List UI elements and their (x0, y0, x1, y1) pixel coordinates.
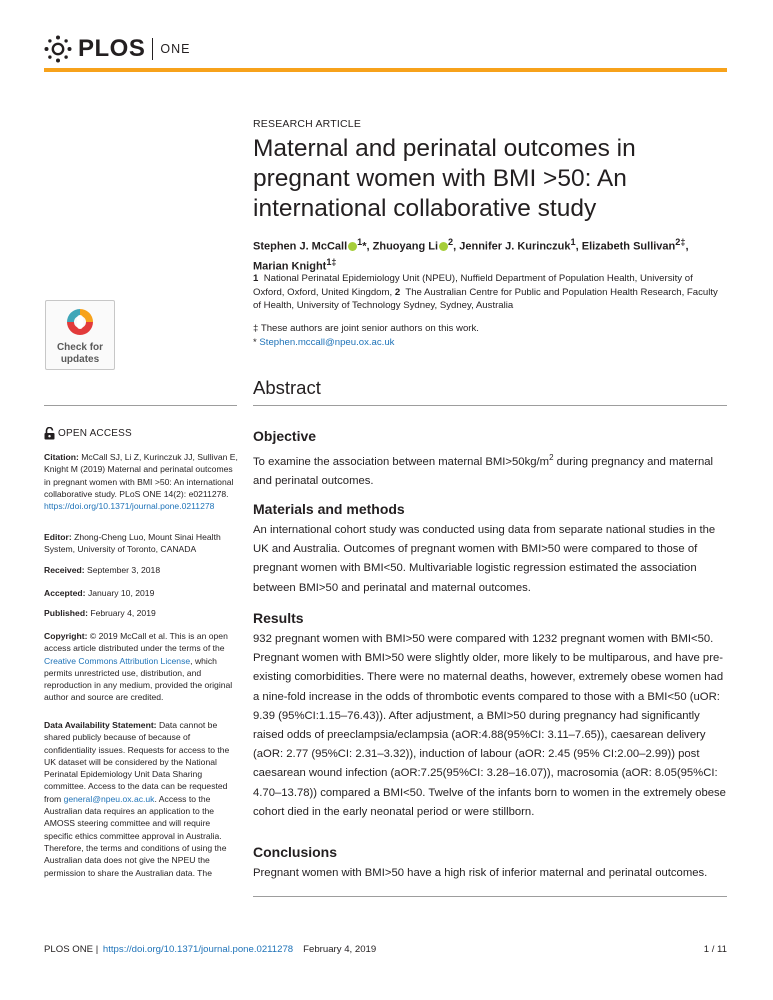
corresponding-author (253, 336, 723, 350)
accepted-date: Accepted: January 10, 2019 (44, 588, 155, 598)
author-separator: , (685, 240, 689, 253)
article-type: RESEARCH ARTICLE (253, 118, 362, 130)
data-request-email-link[interactable]: general@npeu.ox.ac.uk (63, 793, 155, 804)
check-for-updates-button[interactable] (45, 300, 115, 370)
author-name[interactable]: Marian Knight (253, 260, 327, 273)
abstract-end-divider (253, 896, 727, 897)
author-name[interactable]: Elizabeth Sullivan (581, 240, 676, 253)
open-access-label: OPEN ACCESS (44, 427, 132, 440)
abstract-heading: Abstract (253, 377, 321, 398)
author-name[interactable]: Jennifer J. Kurinczuk (459, 240, 571, 253)
affiliation-text: The Australian Centre for Public and Population Health Research, Faculty of Health, University of Technology Sydney, Sydney, Australia (253, 286, 718, 311)
corresponding-mark: * (253, 336, 260, 348)
author-list (253, 235, 723, 275)
logo-divider (152, 38, 153, 60)
footer-doi-link[interactable]: https://doi.org/10.1371/journal.pone.0211278 (102, 944, 294, 955)
abstract-divider (253, 405, 727, 406)
objective-text: To examine the association between maternal $BMI>50kg/m^2$ during pregnancy and maternal and perinatal outcomes. (253, 453, 714, 487)
author-separator: *, (362, 240, 373, 253)
methods-heading: Materials and methods (253, 501, 405, 517)
citation-block: Citation: McCall SJ, Li Z, Kurinczuk JJ, Sullivan E, Knight M (2019) Maternal and perinatal outcomes in pregnant women with BMI >50: An international collaborative study. PLoS ONE 14(2): e0211278. https://doi.org/10.1371/journal.pone.0211278 (44, 452, 238, 512)
author-affiliation-mark: 1‡ (326, 257, 337, 268)
orcid-icon[interactable] (348, 242, 357, 251)
received-date: Received: September 3, 2018 (44, 565, 161, 575)
citation-doi-link[interactable]: https://doi.org/10.1371/journal.pone.0211278 (44, 501, 215, 512)
conclusions-heading: Conclusions (253, 844, 338, 860)
header-accent-rule (44, 68, 727, 72)
copyright-block: Copyright: © 2019 McCall et al. This is an open access article distributed under the terms of the Creative Commons Attribution License, which permits unrestricted use, distribution, and reproduction in any medium, provided the original author and source are credited. (44, 631, 233, 703)
author-affiliation-mark: 2‡ (675, 237, 686, 247)
author-name[interactable]: Zhuoyang Li (372, 240, 439, 253)
editor-block: Editor: Zhong-Cheng Luo, Mount Sinai Health System, University of Toronto, CANADA (44, 532, 221, 555)
page-number: 1 / 11 (703, 944, 727, 955)
data-availability-block: Data Availability Statement: Data cannot be shared publicly because of because of confidentiality issues. Requests for access to the UK dataset will be considered by the National Perinatal Epidemiology Unit Data Sharing committee. Access to the data can be requested from general@npeu.ox.ac.uk. Access to the Australian data requires an application to the AMOSS steering committee and will require specific ethics committee approval in Australia. Therefore, the terms and conditions of using the Australian data does not give the NPEU the permission to share the Australian data. The (44, 720, 230, 878)
plos-sunburst-icon (44, 35, 72, 63)
journal-name: ONE (160, 42, 191, 56)
results-text: 932 pregnant women with BMI>50 were compared with 1232 pregnant women with BMI<50. Pregnant women with BMI>50 were slightly older, more likely to be multiparous, and have pre-existing comorbidities. There were no maternal deaths, however, extremely obese women had a nine-fold increase in the odds of thrombotic events compared to those with a BMI<50 (uOR: 9.39 (95%CI:1.15–76.43)). After adjustment, a BMI>50 during pregnancy had significantly raised odds of preeclampsia/eclampsia (aOR:4.88(95%CI: 3.11–7.65)), caesarean delivery (aOR: 2.77 (95%CI: 2.31–3.32)), induction of labour (aOR: 2.45 (95% CI:2.00–2.99)) post caesarean wound infection (aOR:7.25(95%CI: 3.28–16.07)), macrosomia (aOR: 8.05(95%CI: 4.70–13.78)) compared a BMI<50. Twelve of the infants born to women in the extremely obese cohort died in the early neonatal period or were stillborn. (253, 633, 726, 818)
open-lock-icon (44, 427, 55, 440)
page-footer (44, 944, 727, 955)
joint-authorship-note: ‡ These authors are joint senior authors on this work. (253, 323, 479, 334)
objective-heading: Objective (253, 428, 317, 444)
corresponding-email-link[interactable]: Stephen.mccall@npeu.ox.ac.uk (259, 336, 395, 348)
license-link[interactable]: Creative Commons Attribution License (44, 655, 191, 666)
author-separator: , (575, 240, 582, 253)
orcid-icon[interactable] (439, 242, 448, 251)
results-heading: Results (253, 610, 304, 626)
check-for-updates-icon (64, 306, 96, 338)
affiliation-number: 1 (253, 273, 259, 284)
affiliations (253, 272, 723, 313)
author-name[interactable]: Stephen J. McCall (253, 240, 348, 253)
author-affiliation-mark: 2 (448, 237, 454, 247)
conclusions-text: Pregnant women with BMI>50 have a high risk of inferior maternal and perinatal outcomes. (253, 867, 708, 879)
author-notes (253, 322, 723, 349)
author-affiliation-mark: 1 (570, 237, 576, 247)
published-date: Published: February 4, 2019 (44, 608, 156, 618)
author-separator: , (453, 240, 460, 253)
article-title: Maternal and perinatal outcomes in pregnant women with BMI >50: An international collaborative study (253, 135, 636, 222)
affiliation-text: National Perinatal Epidemiology Unit (NPEU), Nuffield Department of Population Health, University of Oxford, Oxford, United Kingdom, (253, 273, 693, 298)
footer-citation (44, 944, 378, 955)
sidebar-divider (44, 405, 237, 406)
affiliation-number: 2 (394, 286, 401, 298)
logo-wordmark: PLOS (78, 35, 146, 62)
author-affiliation-mark: 1 (357, 237, 363, 247)
footer-date: February 4, 2019 (303, 944, 377, 955)
footer-journal: PLOS ONE | (44, 944, 99, 955)
plos-one-logo (44, 33, 190, 65)
check-for-updates-label: Check for updates (56, 342, 104, 365)
methods-text: An international cohort study was conducted using data from separate national studies in the UK and Australia. Outcomes of pregnant women with BMI>50 were compared to those of pregnant women with BMI<50. Multivariable logistic regression estimated the association between BMI>50 and perinatal and maternal outcomes. (253, 524, 716, 594)
